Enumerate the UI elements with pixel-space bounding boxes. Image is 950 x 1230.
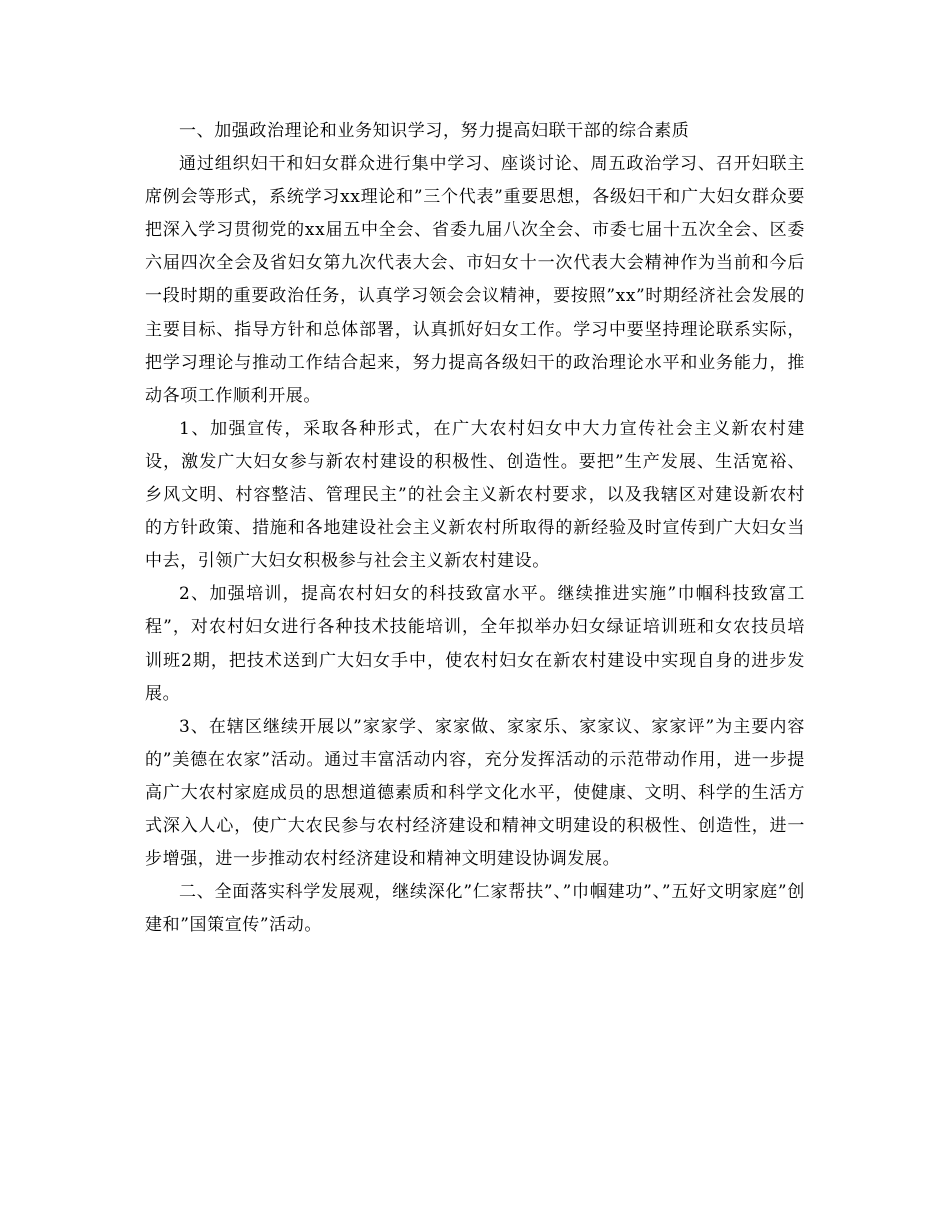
paragraph-item-2: 2、加强培训，提高农村妇女的科技致富水平。继续推进实施”巾帼科技致富工程”，对农村妇女进行各种技术技能培训，全年拟举办妇女绿证培训班和女农技员培训班2期，把技术送到广大妇女手中，使农村妇女在新农村建设中实现自身的进步发展。 (145, 584, 805, 704)
paragraph-study: 通过组织妇干和妇女群众进行集中学习、座谈讨论、周五政治学习、召开妇联主席例会等形式，系统学习xx理论和”三个代表”重要思想，各级妇干和广大妇女群众要把深入学习贯彻党的xx届五中全会、省委九届八次全会、市委七届十五次全会、区委六届四次全会及省妇女第九次代表大会、市妇女十一次代表大会精神作为当前和今后一段时期的重要政治任务，认真学习领会会议精神，要按照”xx”时期经济社会发展的主要目标、指导方针和总体部署，认真抓好妇女工作。学习中要坚持理论联系实际，把学习理论与推动工作结合起来，努力提高各级妇干的政治理论水平和业务能力，推动各项工作顺利开展。 (145, 154, 805, 406)
section-heading-1: 一、加强政治理论和业务知识学习，努力提高妇联干部的综合素质 (179, 121, 690, 141)
paragraph-item-1: 1、加强宣传，采取各种形式，在广大农村妇女中大力宣传社会主义新农村建设，激发广大妇女参与新农村建设的积极性、创造性。要把”生产发展、生活宽裕、乡风文明、村容整洁、管理民主”的社会主义新农村要求，以及我辖区对建设新农村的方针政策、措施和各地建设社会主义新农村所取得的新经验及时宣传到广大妇女当中去，引领广大妇女积极参与社会主义新农村建设。 (145, 418, 805, 572)
section-heading-2: 二、全面落实科学发展观，继续深化”仁家帮扶”、”巾帼建功”、”五好文明家庭”创建和”国策宣传”活动。 (145, 882, 805, 936)
paragraph-item-3: 3、在辖区继续开展以”家家学、家家做、家家乐、家家议、家家评”为主要内容的”美德在农家”活动。通过丰富活动内容，充分发挥活动的示范带动作用，进一步提高广大农村家庭成员的思想道德素质和科学文化水平，使健康、文明、科学的生活方式深入人心，使广大农民参与农村经济建设和精神文明建设的积极性、创造性，进一步增强，进一步推动农村经济建设和精神文明建设协调发展。 (145, 716, 805, 870)
document-body (145, 115, 805, 942)
